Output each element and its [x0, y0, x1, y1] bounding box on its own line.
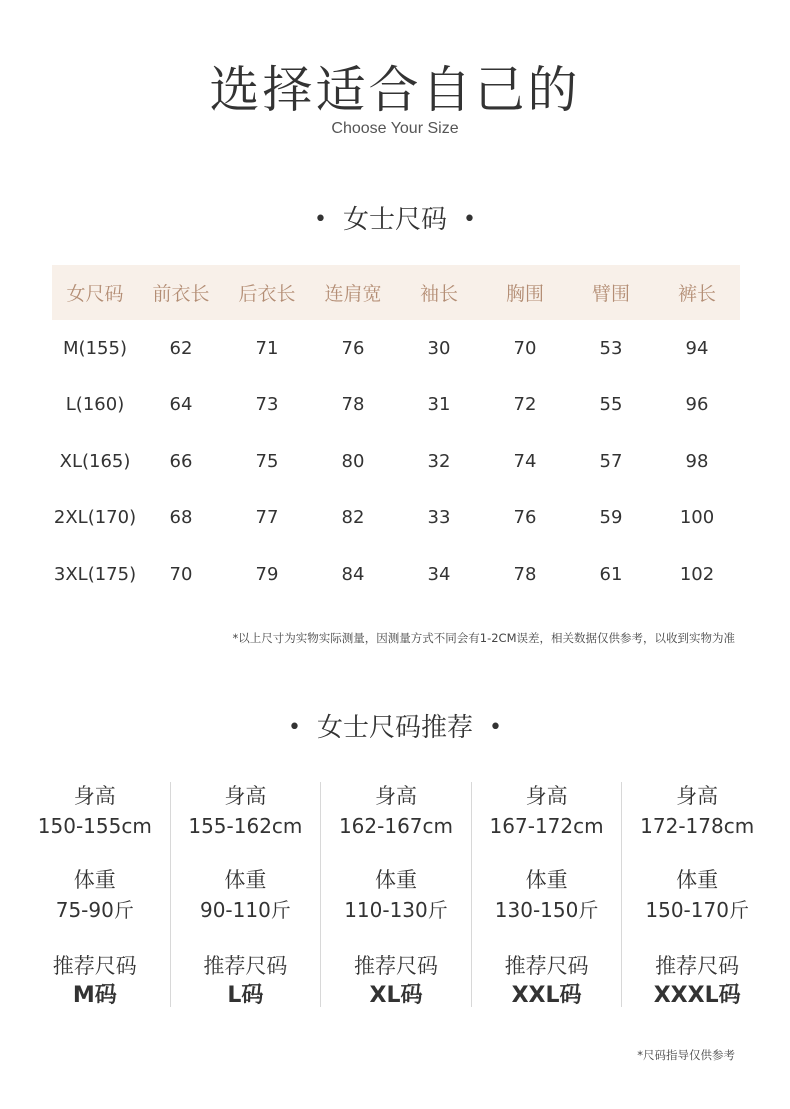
table-cell: 64	[169, 394, 193, 416]
size-value: XXL码	[511, 983, 582, 1008]
height-value: 155-162cm	[188, 814, 303, 838]
table-cell: 100	[679, 507, 715, 529]
table-row	[52, 377, 740, 434]
table-cell: 68	[169, 507, 193, 529]
weight-value: 75-90斤	[55, 898, 134, 922]
height-value: 167-172cm	[489, 814, 604, 838]
recommendation-column	[621, 782, 772, 1007]
height-label: 身高	[73, 784, 116, 808]
size-label: 推荐尺码	[504, 954, 589, 978]
height-value: 162-167cm	[338, 814, 453, 838]
table-cell: 77	[255, 507, 279, 529]
height-label: 身高	[676, 784, 719, 808]
bullet-dot-right: •	[489, 715, 502, 740]
weight-value: 130-150斤	[494, 898, 599, 922]
weight-value: 90-110斤	[199, 898, 291, 922]
page-subtitle: Choose Your Size	[331, 120, 459, 137]
table-cell: 3XL(175)	[53, 563, 137, 585]
size-value: XL码	[369, 983, 423, 1008]
table-row	[52, 546, 740, 603]
table-cell: 57	[599, 450, 623, 472]
table-cell: 55	[599, 394, 623, 416]
section-label: 女士尺码	[342, 205, 447, 235]
size-label: 推荐尺码	[655, 954, 740, 978]
table-cell: 80	[341, 450, 365, 472]
table-cell: XL(165)	[59, 450, 131, 472]
table-cell: 76	[341, 337, 365, 359]
table-cell: 78	[341, 394, 365, 416]
recommendation-column	[170, 782, 321, 1007]
header-cell: 连肩宽	[324, 283, 382, 305]
header-cell: 胸围	[505, 283, 544, 305]
table-cell: 73	[255, 394, 279, 416]
table-cell: 62	[169, 337, 193, 359]
table-cell: 34	[427, 563, 451, 585]
bullet-dot-right: •	[463, 207, 476, 232]
header-cell: 裤长	[677, 283, 716, 305]
size-label: 推荐尺码	[203, 954, 288, 978]
header-cell: 臂围	[591, 283, 630, 305]
table-cell: 59	[599, 507, 623, 529]
header-cell: 后衣长	[238, 283, 296, 305]
size-guide-note: *尺码指导仅供参考	[637, 1048, 735, 1062]
table-row	[52, 320, 740, 377]
size-label: 推荐尺码	[52, 954, 137, 978]
page-title: 选择适合自己的	[209, 61, 581, 119]
size-value: M码	[72, 983, 117, 1008]
table-cell: 84	[341, 563, 365, 585]
table-cell: 30	[427, 337, 451, 359]
recommendation-grid	[20, 782, 772, 1007]
table-cell: 76	[513, 507, 537, 529]
table-cell: 61	[599, 563, 623, 585]
table-cell: 32	[427, 450, 451, 472]
table-cell: 33	[427, 507, 451, 529]
bullet-dot-left: •	[288, 715, 301, 740]
table-cell: 70	[513, 337, 537, 359]
size-value: L码	[227, 983, 264, 1008]
header-cell: 前衣长	[152, 283, 210, 305]
size-table-header	[52, 265, 740, 320]
height-value: 150-155cm	[37, 814, 152, 838]
table-cell: 102	[679, 563, 715, 585]
table-row	[52, 490, 740, 547]
table-cell: 2XL(170)	[53, 507, 137, 529]
table-cell: 72	[513, 394, 537, 416]
header-cell: 女尺码	[66, 283, 124, 305]
table-cell: 78	[513, 563, 537, 585]
recommendation-column	[471, 782, 622, 1007]
table-row	[52, 433, 740, 490]
table-cell: 98	[685, 450, 709, 472]
height-label: 身高	[224, 784, 267, 808]
table-cell: 53	[599, 337, 623, 359]
table-cell: 70	[169, 563, 193, 585]
section-label: 女士尺码推荐	[316, 713, 473, 743]
table-cell: 79	[255, 563, 279, 585]
recommendation-column	[20, 782, 170, 1007]
table-cell: 94	[685, 337, 709, 359]
table-cell: 74	[513, 450, 537, 472]
table-cell: 82	[341, 507, 365, 529]
section-title-recommendation	[0, 707, 790, 744]
section-title-size-chart	[0, 199, 790, 236]
header-cell: 袖长	[419, 283, 458, 305]
bullet-dot-left: •	[314, 207, 327, 232]
weight-label: 体重	[73, 868, 116, 892]
table-cell: 31	[427, 394, 451, 416]
table-cell: 71	[255, 337, 279, 359]
weight-value: 150-170斤	[645, 898, 749, 922]
table-cell: M(155)	[63, 337, 127, 359]
table-cell: 96	[685, 394, 709, 416]
table-cell: 75	[255, 450, 279, 472]
height-label: 身高	[374, 784, 417, 808]
weight-label: 体重	[374, 868, 417, 892]
height-value: 172-178cm	[640, 814, 755, 838]
weight-value: 110-130斤	[344, 898, 448, 922]
recommendation-column	[320, 782, 471, 1007]
height-label: 身高	[525, 784, 568, 808]
size-table	[52, 265, 740, 603]
weight-label: 体重	[676, 868, 719, 892]
size-label: 推荐尺码	[353, 954, 438, 978]
weight-label: 体重	[525, 868, 568, 892]
weight-label: 体重	[224, 868, 267, 892]
measurement-note: *以上尺寸为实物实际测量，因测量方式不同会有1-2CM误差，相关数据仅供参考，以收到实物为准	[232, 631, 735, 645]
size-value: XXXL码	[653, 983, 741, 1008]
table-cell: 66	[169, 450, 193, 472]
table-cell: L(160)	[65, 394, 125, 416]
